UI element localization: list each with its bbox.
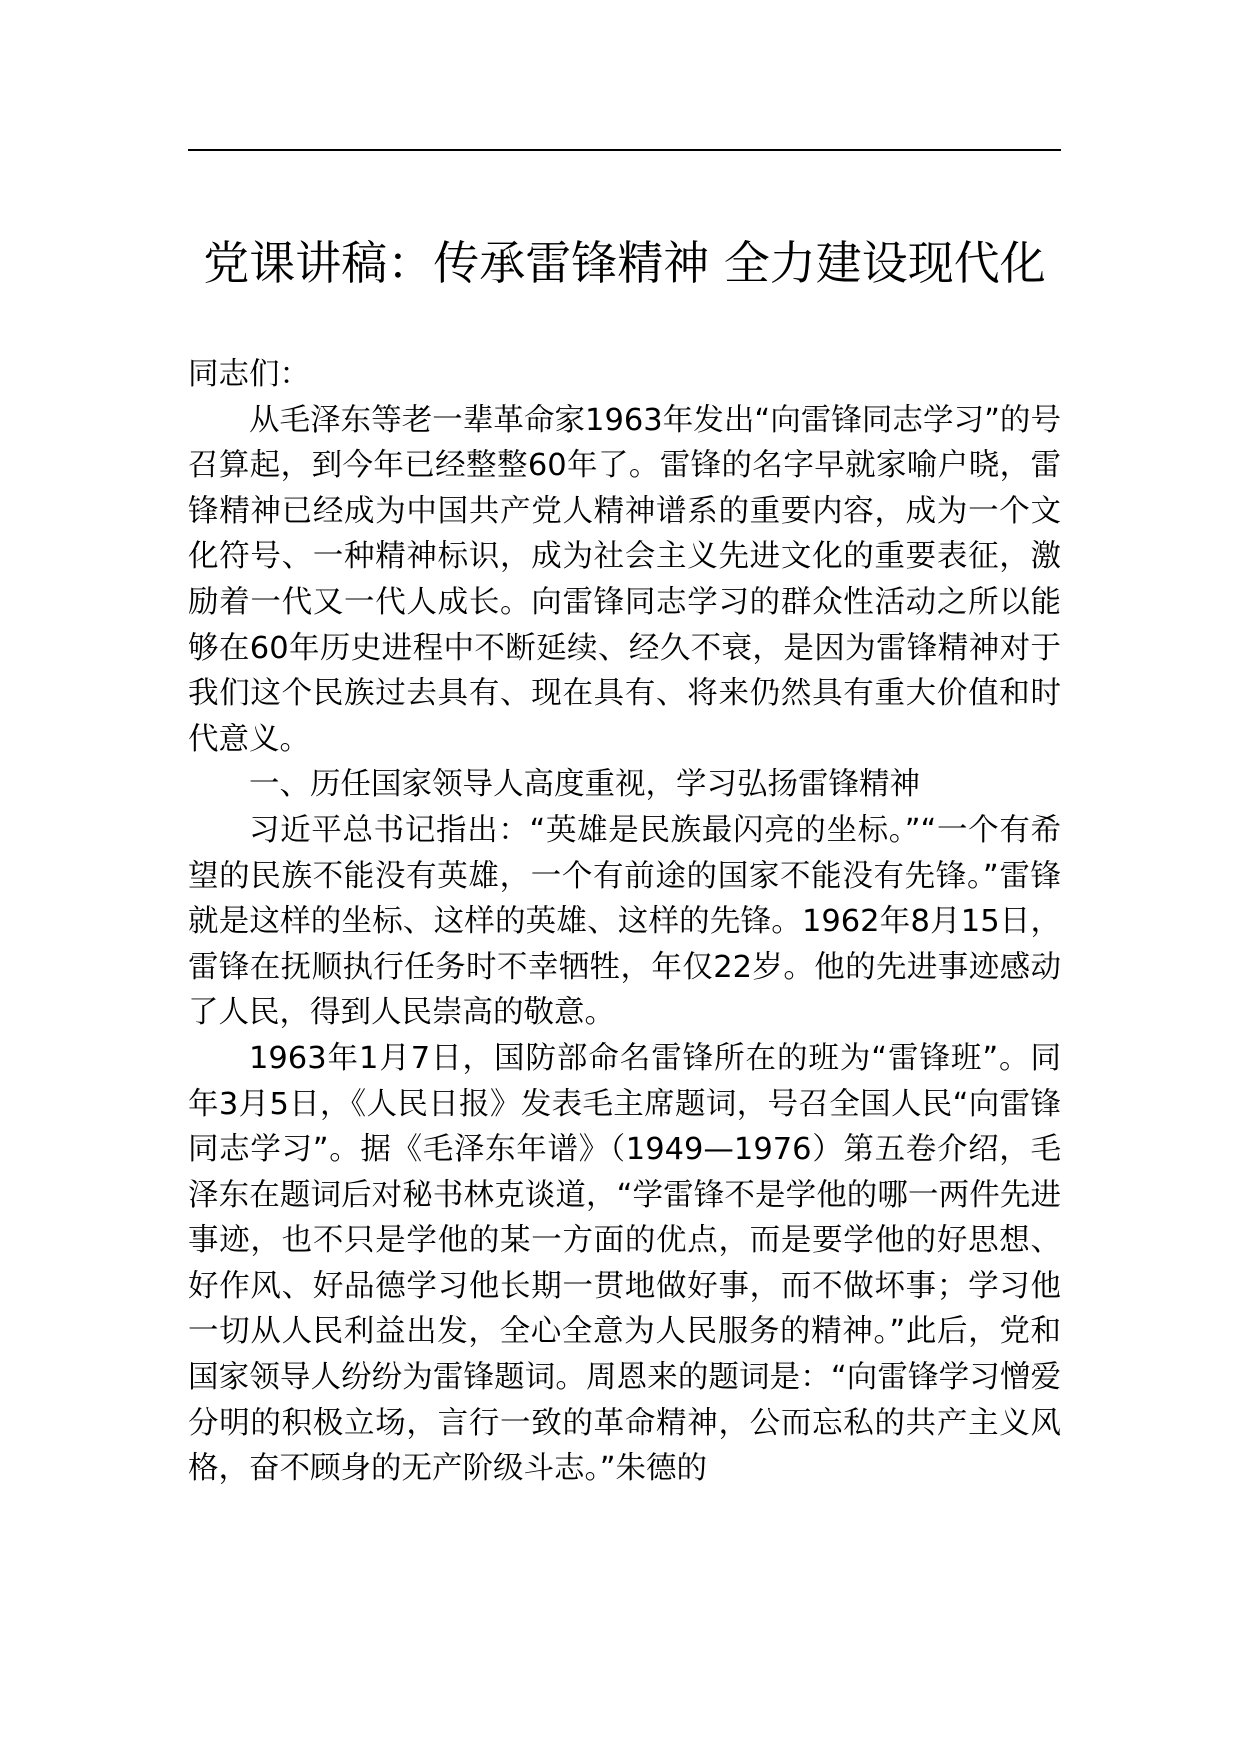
salutation: 同志们： (188, 357, 310, 392)
header-rule (188, 149, 1061, 151)
paragraph-1963-history: 1963年1月7日，国防部命名雷锋所在的班为“雷锋班”。同年3月5日，《人民日报》发表毛主席题词，号召全国人民“向雷锋同志学习”。据《毛泽东年谱》（1949—1976）第五卷介绍，毛泽东在题词后对秘书林克谈道，“学雷锋不是学他的哪一两件先进事迹，也不只是学他的某一方面的优点，而是要学他的好思想、好作风、好品德学习他长期一贯地做好事，而不做坏事；学习他一切从人民利益出发，全心全意为人民服务的精神。”此后，党和国家领导人纷纷为雷锋题词。周恩来的题词是：“向雷锋学习憎爱分明的积极立场，言行一致的革命精神，公而忘私的共产主义风格，奋不顾身的无产阶级斗志。”朱德的 (188, 1040, 1061, 1487)
paragraph-intro: 从毛泽东等老一辈革命家1963年发出“向雷锋同志学习”的号召算起，到今年已经整整60年了。雷锋的名字早就家喻户晓，雷锋精神已经成为中国共产党人精神谱系的重要内容，成为一个文化符号、一种精神标识，成为社会主义先进文化的重要表征，激励着一代又一代人成长。向雷锋同志学习的群众性活动之所以能够在60年历史进程中不断延续、经久不衰，是因为雷锋精神对于我们这个民族过去具有、现在具有、将来仍然具有重大价值和时代意义。 (188, 402, 1061, 757)
document-title: 党课讲稿：传承雷锋精神 全力建设现代化 (203, 236, 1046, 290)
document-body (188, 352, 1061, 1492)
paragraph-xi-quote: 习近平总书记指出：“英雄是民族最闪亮的坐标。”“一个有希望的民族不能没有英雄，一个有前途的国家不能没有先锋。”雷锋就是这样的坐标、这样的英雄、这样的先锋。1962年8月15日，雷锋在抚顺执行任务时不幸牺牲，年仅22岁。他的先进事迹感动了人民，得到人民崇高的敬意。 (188, 812, 1061, 1031)
section-heading-1: 一、历任国家领导人高度重视，学习弘扬雷锋精神 (249, 767, 920, 803)
